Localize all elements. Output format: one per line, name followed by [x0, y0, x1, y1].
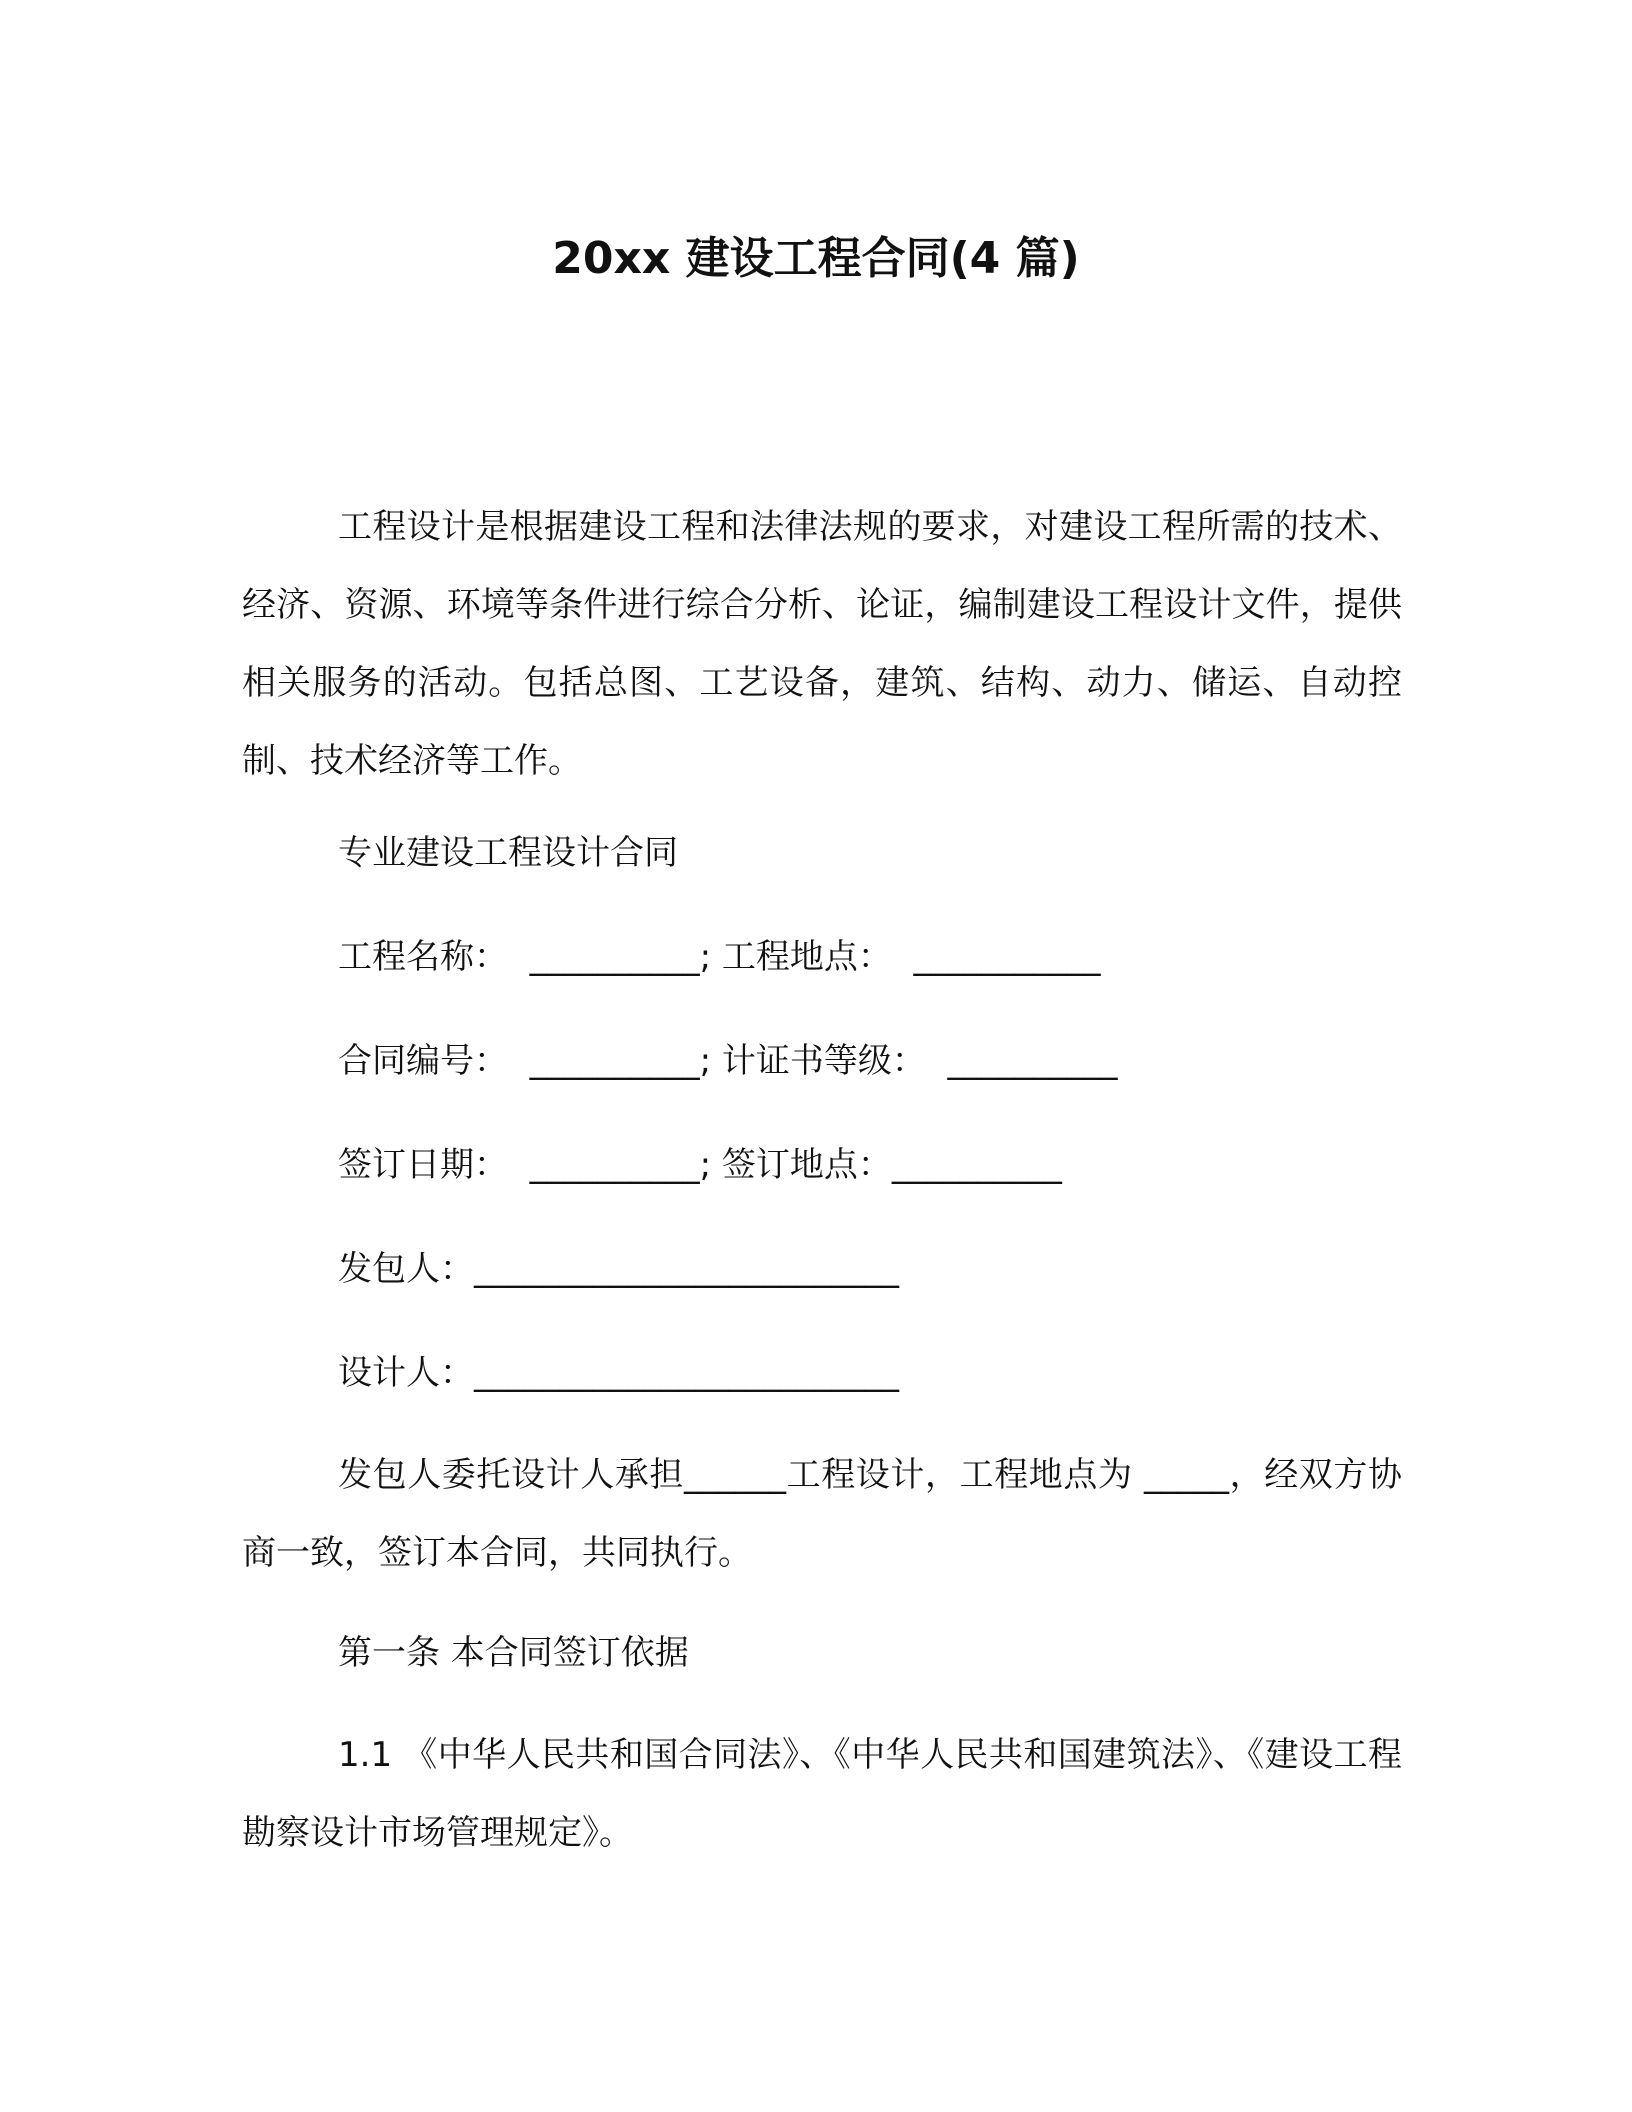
designer-line: 设计人：_________________________ — [338, 1353, 899, 1393]
document-title: 20xx 建设工程合同(4 篇) — [552, 233, 1080, 284]
employer-line: 发包人：_________________________ — [338, 1249, 899, 1289]
intro-paragraph: 工程设计是根据建设工程和法律法规的要求，对建设工程所需的技术、经济、资源、环境等条件进行综合分析、论证，编制建设工程设计文件，提供相关服务的活动。包括总图、工艺设备，建筑、结构、动力、储运、自动控制、技术经济等工作。 — [242, 507, 1402, 781]
article-1-heading: 第一条 本合同签订依据 — [338, 1633, 689, 1673]
contract-title: 专业建设工程设计合同 — [338, 833, 678, 873]
commission-paragraph: 发包人委托设计人承担______工程设计，工程地点为 _____，经双方协商一致，签订本合同，共同执行。 — [242, 1455, 1402, 1573]
article-1-1-paragraph: 1.1 《中华人民共和国合同法》、《中华人民共和国建筑法》、《建设工程勘察设计市场管理规定》。 — [242, 1735, 1402, 1853]
sign-date-line: 签订日期： __________; 签订地点：__________ — [338, 1145, 1062, 1185]
contract-number-line: 合同编号： __________; 计证书等级： __________ — [338, 1041, 1118, 1081]
project-name-line: 工程名称： __________; 工程地点： ___________ — [338, 937, 1101, 977]
